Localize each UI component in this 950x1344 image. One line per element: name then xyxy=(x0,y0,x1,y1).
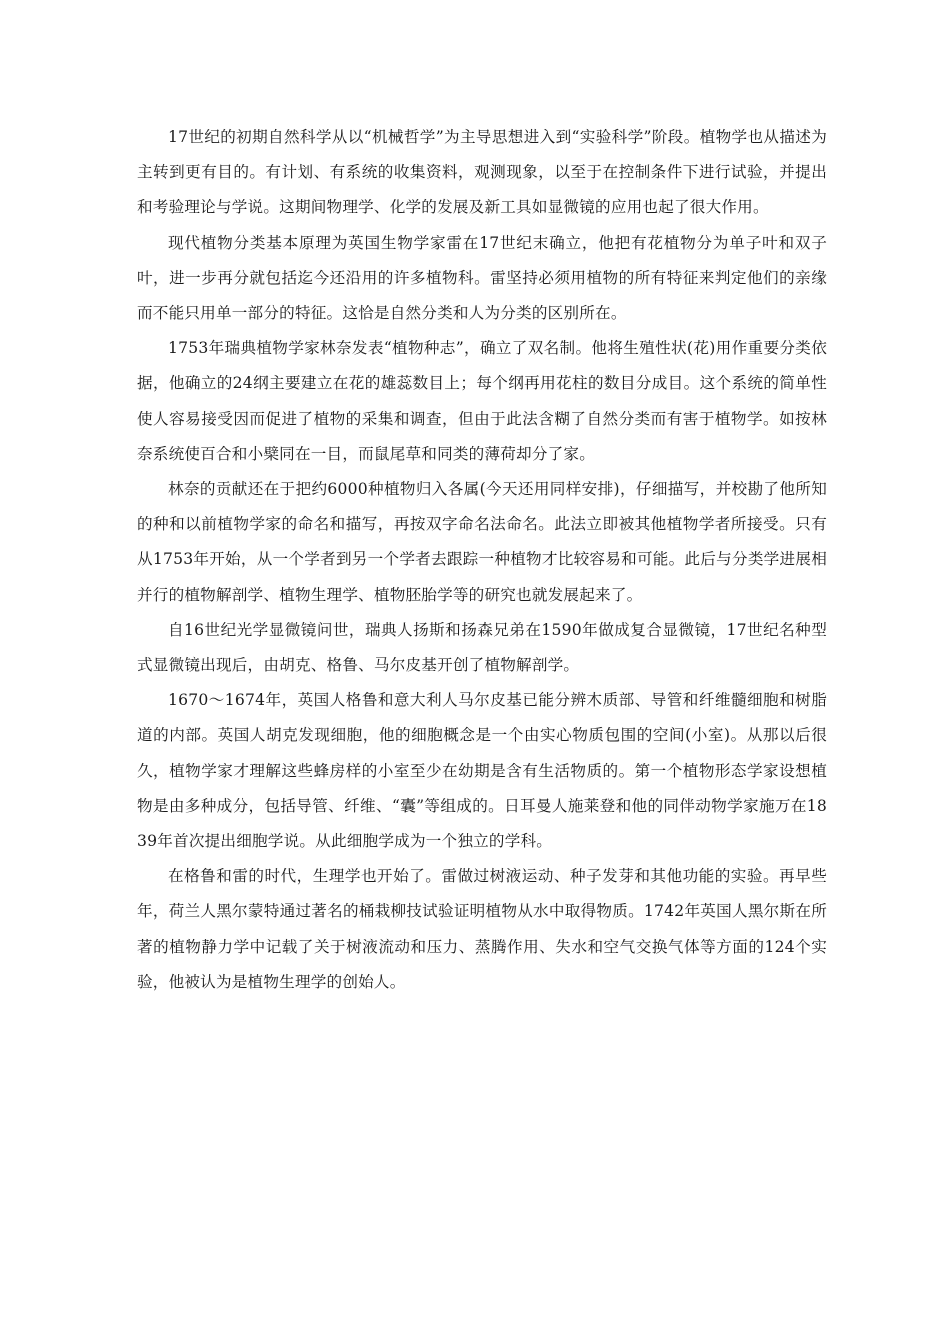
paragraph-2: 现代植物分类基本原理为英国生物学家雷在17世纪末确立，他把有花植物分为单子叶和双子叶，进一步再分就包括迄今还沿用的许多植物科。雷坚持必须用植物的所有特征来判定他们的亲缘而不能只用单一部分的特征。这恰是自然分类和人为分类的区别所在。 xyxy=(137,233,827,323)
paragraph-4: 林奈的贡献还在于把约6000种植物归入各属(今天还用同样安排)，仔细描写，并校勘了他所知的种和以前植物学家的命名和描写，再按双字命名法命名。此法立即被其他植物学者所接受。只有从1753年开始，从一个学者到另一个学者去跟踪一种植物才比较容易和可能。此后与分类学进展相并行的植物解剖学、植物生理学、植物胚胎学等的研究也就发展起来了。 xyxy=(137,480,827,604)
paragraph-1: 17世纪的初期自然科学从以“机械哲学”为主导思想进入到“实验科学”阶段。植物学也从描述为主转到更有目的。有计划、有系统的收集资料，观测现象，以至于在控制条件下进行试验，并提出和考验理论与学说。这期间物理学、化学的发展及新工具如显微镜的应用也起了很大作用。 xyxy=(137,128,827,217)
document-body xyxy=(137,120,827,1000)
paragraph-3: 1753年瑞典植物学家林奈发表“植物种志”，确立了双名制。他将生殖性状(花)用作重要分类依据，他确立的24纲主要建立在花的雄蕊数目上；每个纲再用花柱的数目分成目。这个系统的简单性使人容易接受因而促进了植物的采集和调查，但由于此法含糊了自然分类而有害于植物学。如按林奈系统使百合和小檗同在一目，而鼠尾草和同类的薄荷却分了家。 xyxy=(137,339,827,463)
paragraph-5: 自16世纪光学显微镜问世，瑞典人扬斯和扬森兄弟在1590年做成复合显微镜，17世纪名种型式显微镜出现后，由胡克、格鲁、马尔皮基开创了植物解剖学。 xyxy=(137,620,827,675)
paragraph-6: 1670～1674年，英国人格鲁和意大利人马尔皮基已能分辨木质部、导管和纤维髓细胞和树脂道的内部。英国人胡克发现细胞，他的细胞概念是一个由实心物质包围的空间(小室)。从那以后很久，植物学家才理解这些蜂房样的小室至少在幼期是含有生活物质的。第一个植物形态学家设想植物是由多种成分，包括导管、纤维、“囊”等组成的。日耳曼人施莱登和他的同伴动物学家施万在1839年首次提出细胞学说。从此细胞学成为一个独立的学科。 xyxy=(137,691,827,851)
paragraph-7: 在格鲁和雷的时代，生理学也开始了。雷做过树液运动、种子发芽和其他功能的实验。再早些年，荷兰人黑尔蒙特通过著名的桶栽柳技试验证明植物从水中取得物质。1742年英国人黑尔斯在所著的植物静力学中记载了关于树液流动和压力、蒸腾作用、失水和空气交换气体等方面的124个实验，他被认为是植物生理学的创始人。 xyxy=(137,867,827,991)
